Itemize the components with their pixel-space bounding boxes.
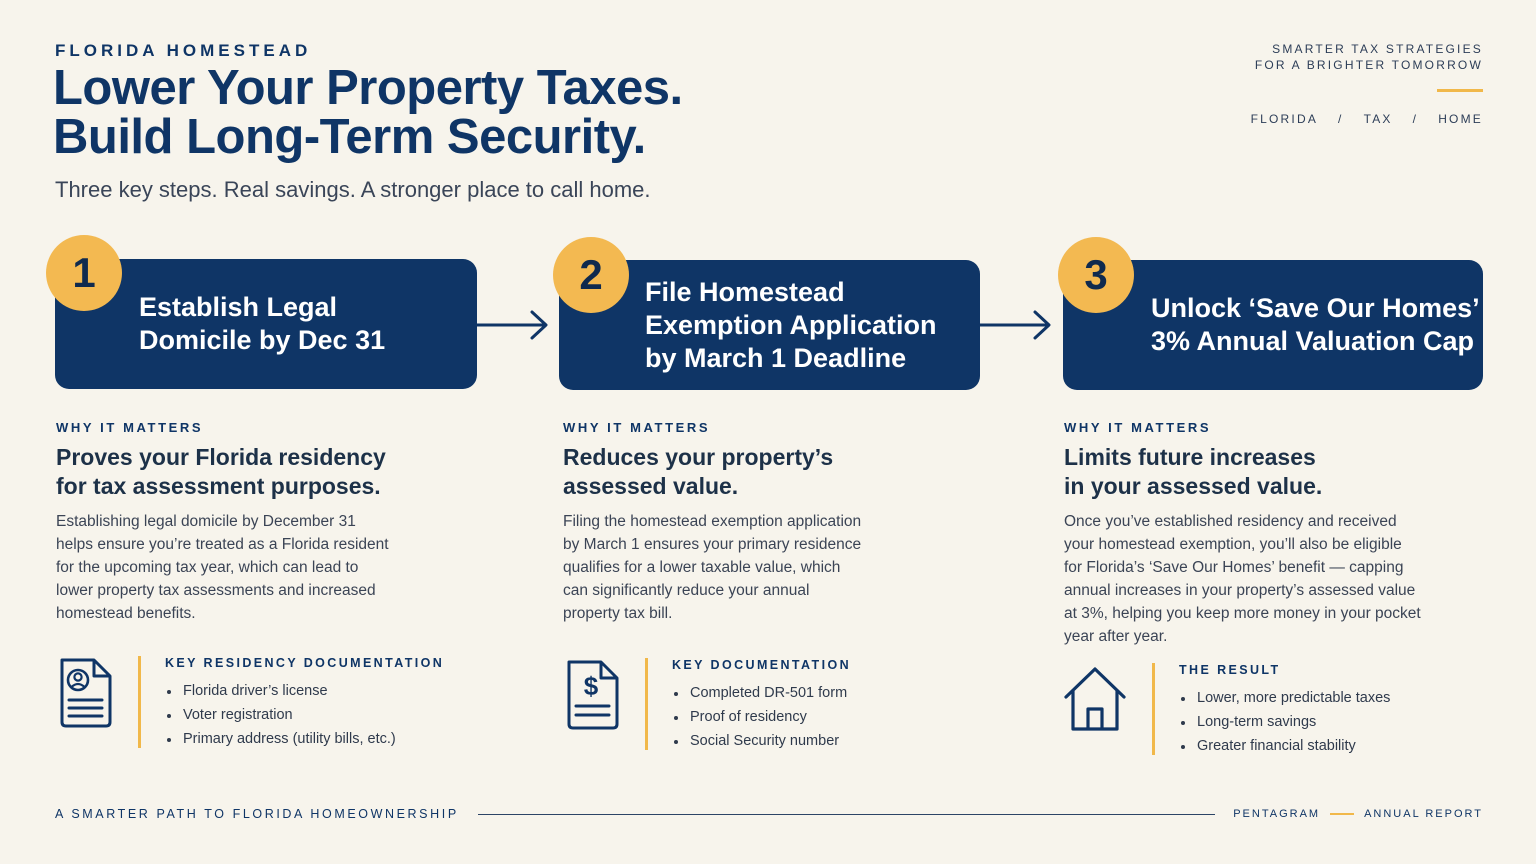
step-3-list (1155, 663, 1390, 758)
step-1-number-badge: 1 (46, 235, 122, 311)
footer-credit (1233, 808, 1483, 820)
id-document-icon (56, 656, 120, 751)
dollar-document-icon (563, 658, 627, 753)
list-item: Lower, more predictable taxes (1179, 686, 1390, 710)
step-1-body-line: Establishing legal domicile by December 31 (56, 513, 356, 530)
step-1-body-line: helps ensure you’re treated as a Florida resident (56, 536, 389, 553)
step-2-number-badge: 2 (553, 237, 629, 313)
step-2-body-line: can significantly reduce your annual (563, 582, 810, 599)
step-1-heading-line: for tax assessment purposes. (56, 473, 381, 499)
step-3-body-line: year after year. (1064, 628, 1168, 645)
step-1-body-line: lower property tax assessments and increased (56, 582, 376, 599)
headline-line-1: Lower Your Property Taxes. (53, 61, 683, 115)
footer-divider (478, 814, 1215, 815)
why-it-matters-label: WHY IT MATTERS (56, 420, 204, 435)
breadcrumb-separator: / (1412, 112, 1419, 126)
step-1-documentation (56, 656, 444, 751)
page-title (53, 61, 683, 164)
why-it-matters-label: WHY IT MATTERS (1064, 420, 1212, 435)
step-3-title-line: Unlock ‘Save Our Homes’ (1151, 293, 1480, 323)
step-3-body-line: Once you’ve established residency and received (1064, 513, 1397, 530)
step-2-body-line: by March 1 ensures your primary residence (563, 536, 862, 553)
step-3-heading-line: Limits future increases (1064, 444, 1316, 470)
footer-dash (1330, 813, 1354, 815)
step-1-heading (56, 443, 476, 501)
step-2-body-line: Filing the homestead exemption application (563, 513, 862, 530)
step-3-body (1064, 510, 1484, 648)
step-3-body-line: annual increases in your property’s assessed value (1064, 582, 1416, 599)
tagline-line-2: FOR A BRIGHTER TOMORROW (1254, 58, 1483, 72)
house-icon (1062, 663, 1130, 758)
step-3-details (1064, 420, 1484, 648)
step-3-number-badge: 3 (1058, 237, 1134, 313)
list-item: Social Security number (672, 729, 851, 753)
subhead: Three key steps. Real savings. A stronger place to call home. (55, 177, 651, 202)
breadcrumb-home: HOME (1438, 112, 1483, 126)
footer-tagline: A SMARTER PATH TO FLORIDA HOMEOWNERSHIP (55, 807, 459, 821)
list-item: Primary address (utility bills, etc.) (165, 727, 444, 751)
step-2-title-line: File Homestead (645, 276, 845, 307)
step-1-title-line: Domicile by Dec 31 (139, 325, 386, 355)
step-2-heading-line: Reduces your property’s (563, 444, 834, 470)
step-2-heading (563, 443, 983, 501)
breadcrumb-florida: FLORIDA (1250, 112, 1319, 126)
eyebrow: FLORIDA HOMESTEAD (55, 41, 312, 60)
step-3-title-line: 3% Annual Valuation Cap (1151, 326, 1475, 356)
step-3-title (1151, 292, 1480, 358)
step-1-list (141, 656, 444, 751)
list-item: Florida driver’s license (165, 679, 444, 703)
step-1-heading-line: Proves your Florida residency (56, 444, 386, 470)
step-2-list (648, 658, 851, 753)
breadcrumb-separator: / (1338, 112, 1344, 126)
step-2-details (563, 420, 983, 625)
tagline-line-1: SMARTER TAX STRATEGIES (1272, 42, 1483, 56)
step-2-heading-line: assessed value. (563, 473, 739, 499)
list-heading: KEY DOCUMENTATION (672, 658, 851, 672)
step-2-title-line: Exemption Application (645, 309, 937, 340)
headline-line-2: Build Long-Term Security. (53, 110, 646, 164)
step-3-body-line: at 3%, helping you keep more money in your pocket (1064, 605, 1421, 622)
step-1-body (56, 510, 476, 625)
tagline-rule (1437, 89, 1483, 92)
footer-credit-a: PENTAGRAM (1233, 808, 1321, 820)
step-3-body-line: for Florida’s ‘Save Our Homes’ benefit — capping (1064, 559, 1404, 576)
step-3-heading-line: in your assessed value. (1064, 473, 1323, 499)
list-item: Proof of residency (672, 705, 851, 729)
step-2-body (563, 510, 983, 625)
list-item: Completed DR-501 form (672, 681, 851, 705)
step-1-details (56, 420, 476, 625)
list-item: Greater financial stability (1179, 734, 1390, 758)
list-heading: KEY RESIDENCY DOCUMENTATION (165, 656, 445, 670)
step-1-body-line: homestead benefits. (56, 605, 196, 622)
svg-text:$: $ (583, 671, 599, 701)
footer-credit-b: ANNUAL REPORT (1364, 808, 1483, 820)
step-2-title (645, 276, 937, 375)
step-3-heading (1064, 443, 1484, 501)
list-item: Long-term savings (1179, 710, 1390, 734)
tagline (1255, 41, 1483, 73)
step-3-body-line: your homestead exemption, you’ll also be eligible (1064, 536, 1402, 553)
breadcrumb-tax: TAX (1363, 112, 1393, 126)
why-it-matters-label: WHY IT MATTERS (563, 420, 711, 435)
step-2-documentation (563, 658, 851, 753)
step-1-body-line: for the upcoming tax year, which can lead to (56, 559, 359, 576)
list-item: Voter registration (165, 703, 444, 727)
arrow-right-icon (477, 308, 551, 342)
step-2-body-line: property tax bill. (563, 605, 673, 622)
arrow-right-icon (980, 308, 1054, 342)
step-1-title (139, 291, 385, 357)
step-3-result (1062, 663, 1390, 758)
step-2-body-line: qualifies for a lower taxable value, which (563, 559, 841, 576)
list-heading: THE RESULT (1179, 663, 1281, 677)
step-1-title-line: Establish Legal (139, 292, 338, 322)
breadcrumb (1251, 112, 1483, 126)
step-2-title-line: by March 1 Deadline (645, 342, 907, 373)
